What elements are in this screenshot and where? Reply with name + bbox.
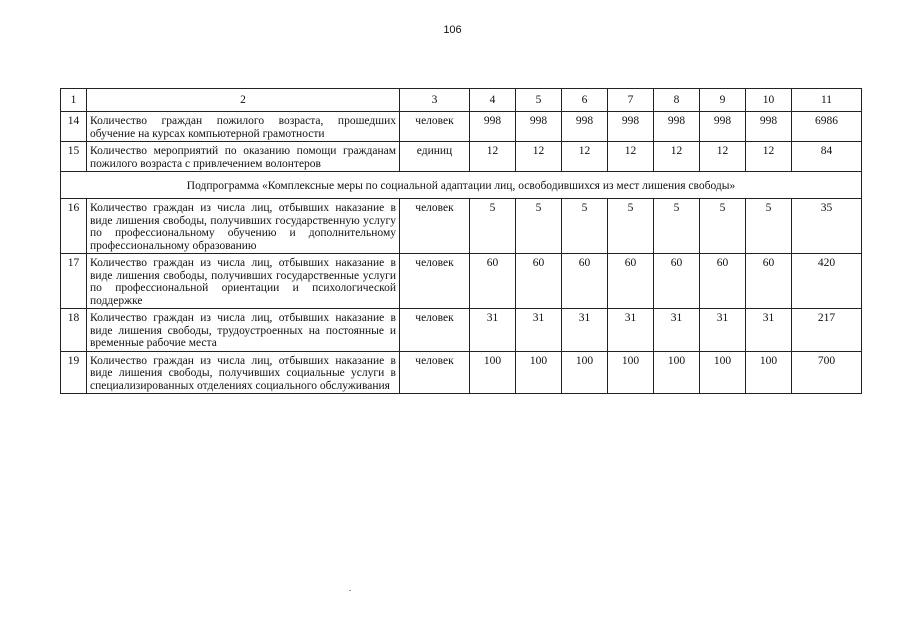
year-value-cell: 31 — [746, 309, 792, 352]
year-value-cell: 31 — [562, 309, 608, 352]
column-number-cell: 4 — [470, 89, 516, 112]
table-row — [61, 199, 862, 254]
unit-cell: человек — [400, 199, 470, 254]
column-number-cell: 2 — [87, 89, 400, 112]
subprogram-title: Подпрограмма «Комплексные меры по социальной адаптации лиц, освободившихся из мест лишения свободы» — [61, 172, 862, 199]
row-number-cell: 17 — [61, 254, 87, 309]
year-value-cell: 100 — [746, 351, 792, 394]
year-value-cell: 31 — [516, 309, 562, 352]
year-value-cell: 31 — [608, 309, 654, 352]
total-value-cell: 6986 — [792, 112, 862, 142]
year-value-cell: 12 — [700, 142, 746, 172]
year-value-cell: 998 — [608, 112, 654, 142]
total-value-cell: 35 — [792, 199, 862, 254]
table-row — [61, 351, 862, 394]
year-value-cell: 5 — [746, 199, 792, 254]
year-value-cell: 5 — [516, 199, 562, 254]
column-number-cell: 8 — [654, 89, 700, 112]
page-number: 106 — [443, 24, 462, 36]
unit-cell: человек — [400, 309, 470, 352]
column-number-cell: 3 — [400, 89, 470, 112]
indicator-name-cell: Количество граждан из числа лиц, отбывших наказание в виде лишения свободы, получивших государственные услуги по профессиональной ориентации и психологической поддержке — [87, 254, 400, 309]
row-number-cell: 19 — [61, 351, 87, 394]
scan-speck — [349, 590, 351, 591]
row-number-cell: 14 — [61, 112, 87, 142]
unit-cell: человек — [400, 351, 470, 394]
column-number-cell: 5 — [516, 89, 562, 112]
indicator-name-cell: Количество граждан из числа лиц, отбывших наказание в виде лишения свободы, трудоустроенных на постоянные и временные рабочие места — [87, 309, 400, 352]
indicator-name-cell: Количество граждан пожилого возраста, прошедших обучение на курсах компьютерной грамотности — [87, 112, 400, 142]
column-number-cell: 10 — [746, 89, 792, 112]
year-value-cell: 31 — [700, 309, 746, 352]
column-number-row — [61, 89, 862, 112]
year-value-cell: 12 — [516, 142, 562, 172]
column-number-cell: 1 — [61, 89, 87, 112]
year-value-cell: 998 — [470, 112, 516, 142]
year-value-cell: 60 — [746, 254, 792, 309]
year-value-cell: 12 — [562, 142, 608, 172]
row-number-cell: 16 — [61, 199, 87, 254]
table-body — [61, 89, 862, 394]
year-value-cell: 60 — [470, 254, 516, 309]
year-value-cell: 60 — [700, 254, 746, 309]
table-row — [61, 254, 862, 309]
year-value-cell: 100 — [700, 351, 746, 394]
column-number-cell: 6 — [562, 89, 608, 112]
total-value-cell: 700 — [792, 351, 862, 394]
unit-cell: единиц — [400, 142, 470, 172]
year-value-cell: 31 — [654, 309, 700, 352]
row-number-cell: 18 — [61, 309, 87, 352]
year-value-cell: 60 — [654, 254, 700, 309]
indicators-table — [60, 88, 862, 394]
unit-cell: человек — [400, 254, 470, 309]
indicator-name-cell: Количество граждан из числа лиц, отбывших наказание в виде лишения свободы, получивших социальные услуги в специализированных отделениях социального обслуживания — [87, 351, 400, 394]
year-value-cell: 5 — [562, 199, 608, 254]
year-value-cell: 12 — [746, 142, 792, 172]
unit-cell: человек — [400, 112, 470, 142]
year-value-cell: 998 — [654, 112, 700, 142]
year-value-cell: 12 — [654, 142, 700, 172]
year-value-cell: 60 — [516, 254, 562, 309]
subprogram-row — [61, 172, 862, 199]
year-value-cell: 998 — [562, 112, 608, 142]
row-number-cell: 15 — [61, 142, 87, 172]
year-value-cell: 60 — [608, 254, 654, 309]
year-value-cell: 998 — [700, 112, 746, 142]
year-value-cell: 5 — [608, 199, 654, 254]
year-value-cell: 100 — [654, 351, 700, 394]
year-value-cell: 100 — [470, 351, 516, 394]
year-value-cell: 100 — [516, 351, 562, 394]
year-value-cell: 5 — [654, 199, 700, 254]
column-number-cell: 7 — [608, 89, 654, 112]
table-row — [61, 309, 862, 352]
year-value-cell: 31 — [470, 309, 516, 352]
year-value-cell: 12 — [608, 142, 654, 172]
indicator-name-cell: Количество граждан из числа лиц, отбывших наказание в виде лишения свободы, получивших государственную услугу по профессиональному обучению и дополнительному профессиональному образованию — [87, 199, 400, 254]
table-row — [61, 112, 862, 142]
column-number-cell: 9 — [700, 89, 746, 112]
year-value-cell: 100 — [608, 351, 654, 394]
year-value-cell: 5 — [470, 199, 516, 254]
year-value-cell: 998 — [746, 112, 792, 142]
total-value-cell: 84 — [792, 142, 862, 172]
year-value-cell: 100 — [562, 351, 608, 394]
year-value-cell: 60 — [562, 254, 608, 309]
year-value-cell: 998 — [516, 112, 562, 142]
table-row — [61, 142, 862, 172]
total-value-cell: 217 — [792, 309, 862, 352]
column-number-cell: 11 — [792, 89, 862, 112]
year-value-cell: 12 — [470, 142, 516, 172]
indicator-name-cell: Количество мероприятий по оказанию помощи гражданам пожилого возраста с привлечением волонтеров — [87, 142, 400, 172]
year-value-cell: 5 — [700, 199, 746, 254]
total-value-cell: 420 — [792, 254, 862, 309]
